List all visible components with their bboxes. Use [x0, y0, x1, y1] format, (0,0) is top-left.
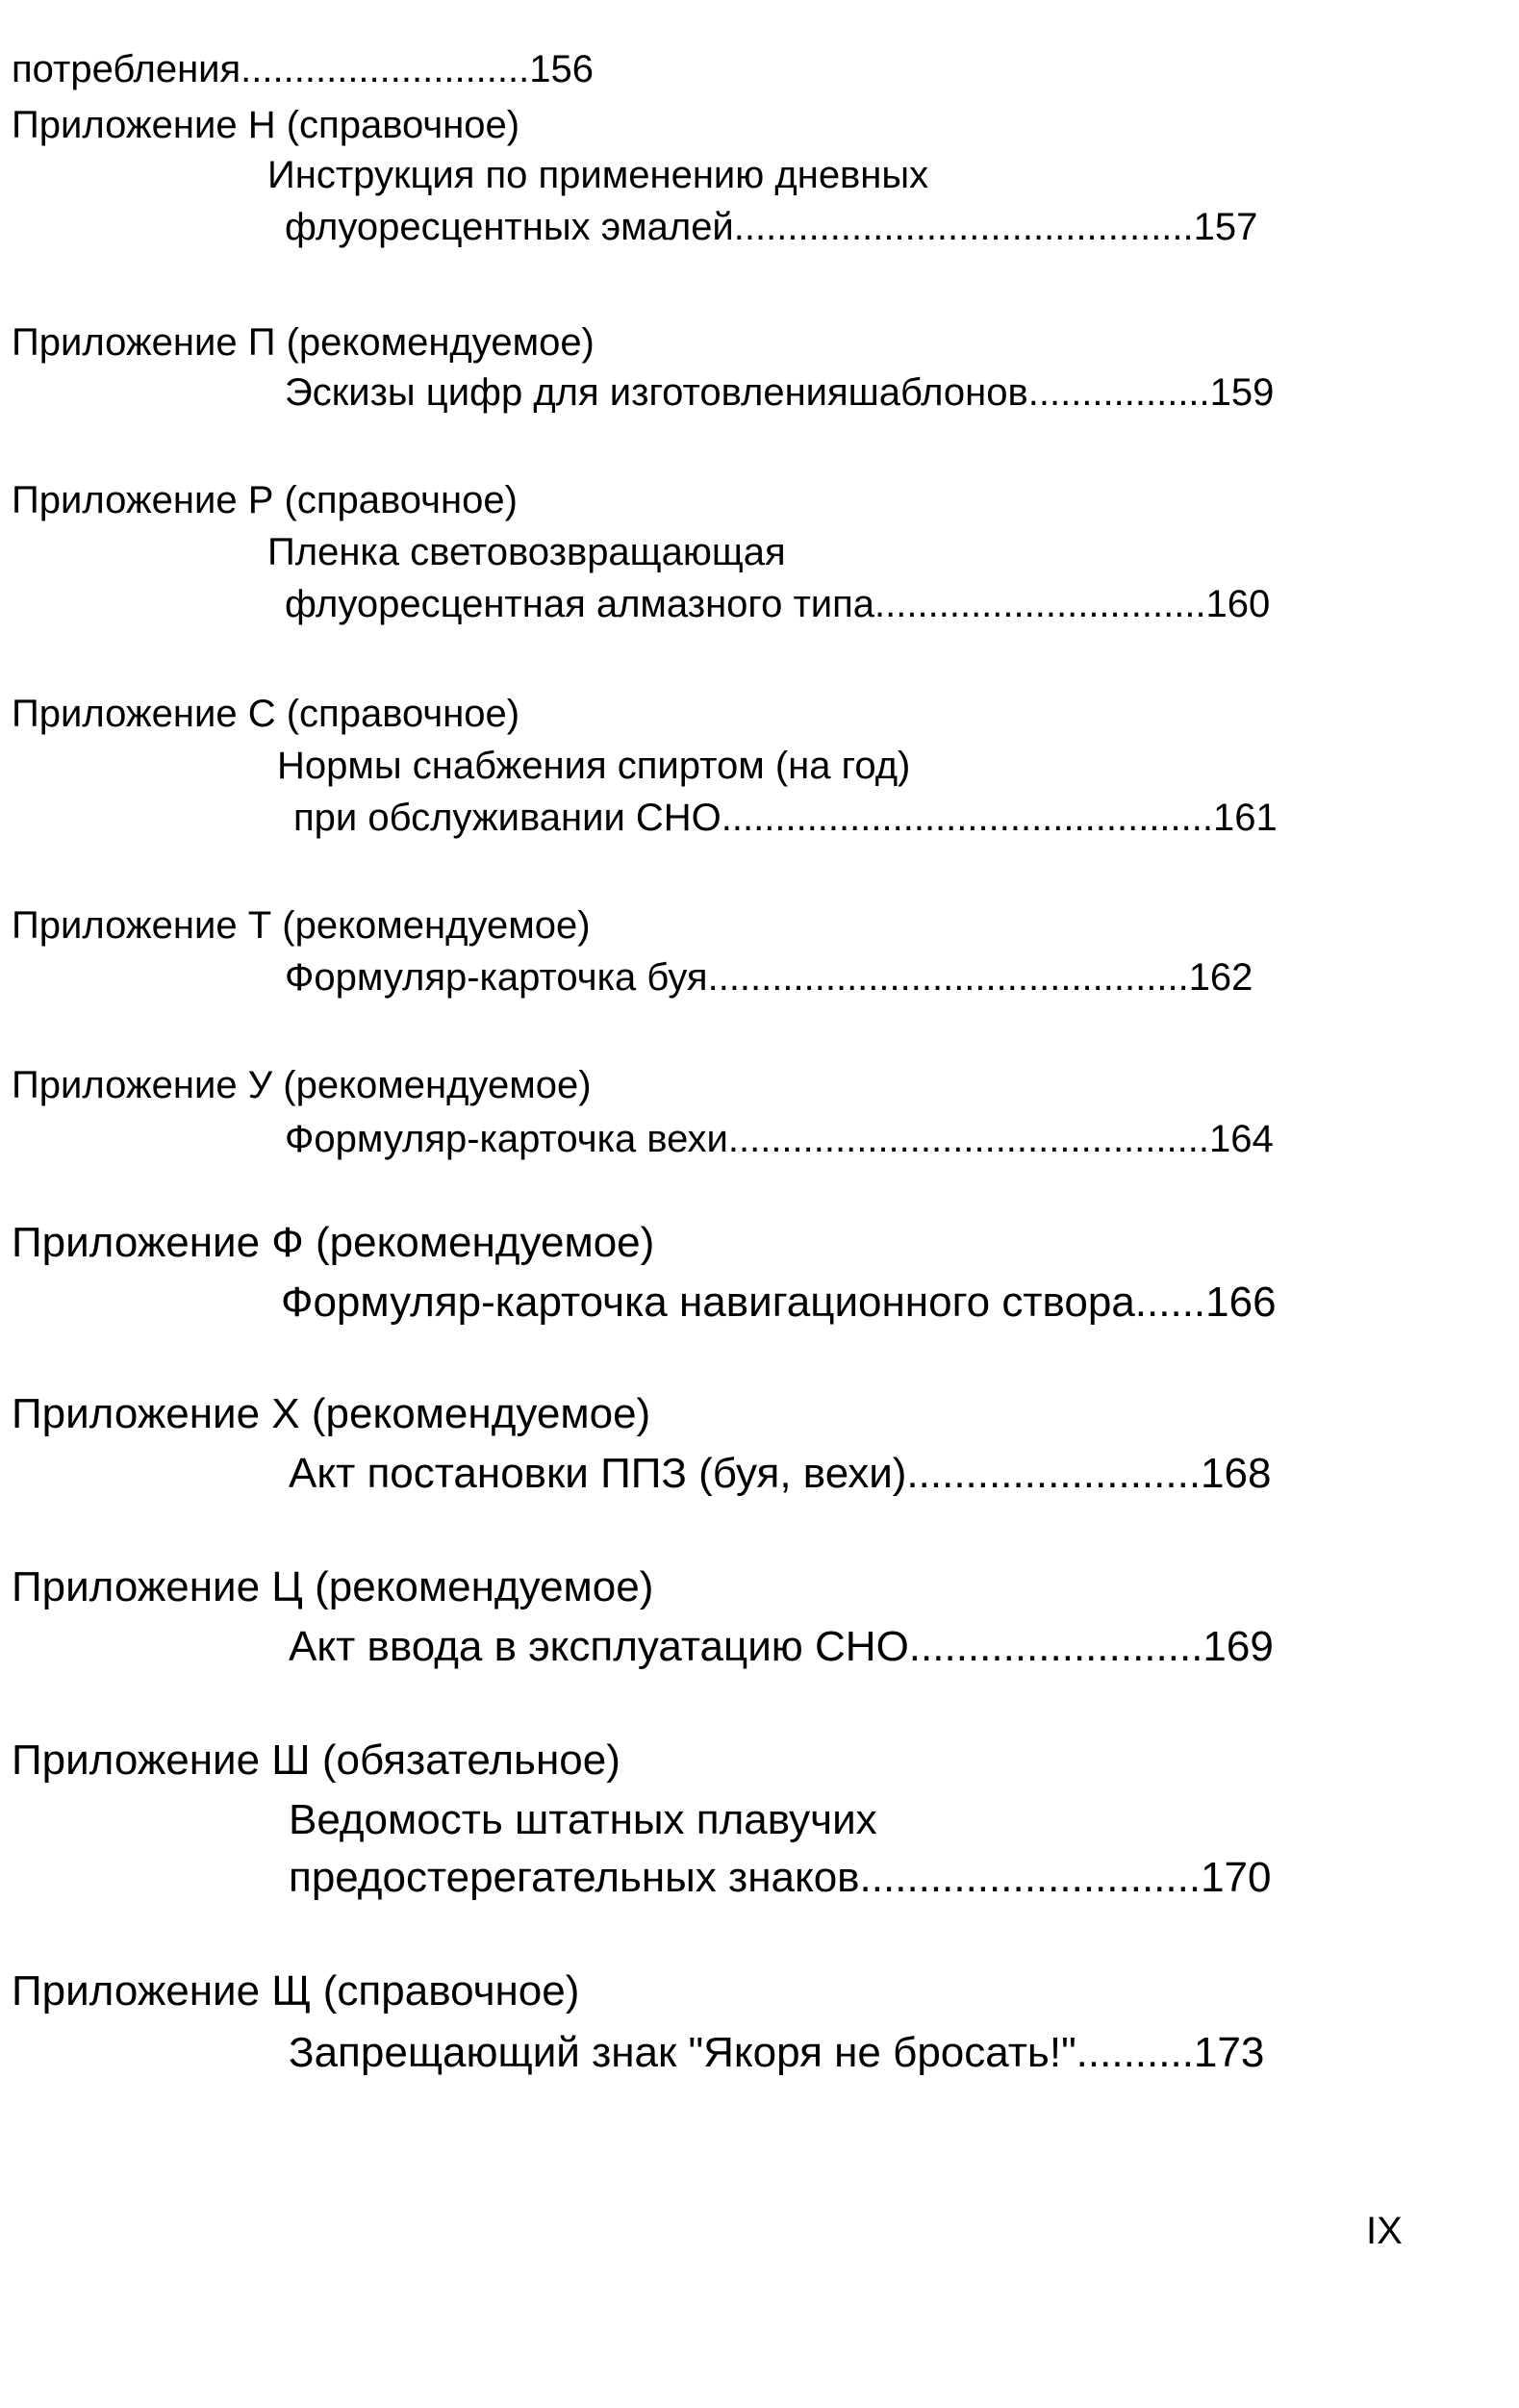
toc-entry-title-line: Формуляр-карточка навигационного створа......166 [281, 1279, 1277, 1326]
toc-appendix-heading-s: Приложение С (справочное) [12, 693, 520, 735]
toc-entry-title-line: Формуляр-карточка буя.............................................162 [285, 956, 1253, 999]
toc-appendix-heading-u: Приложение У (рекомендуемое) [12, 1064, 592, 1106]
toc-appendix-heading-shch: Приложение Щ (справочное) [12, 1967, 580, 2015]
toc-appendix-heading-f: Приложение Ф (рекомендуемое) [12, 1219, 655, 1266]
toc-appendix-heading-p: Приложение П (рекомендуемое) [12, 321, 595, 364]
toc-appendix-heading-r: Приложение Р (справочное) [12, 479, 518, 521]
toc-entry-title-line: Акт постановки ППЗ (буя, вехи).........................168 [289, 1450, 1272, 1497]
toc-appendix-heading-t: Приложение Т (рекомендуемое) [12, 904, 591, 947]
toc-entry-title-line: Инструкция по применению дневных [267, 154, 929, 196]
toc-appendix-heading-sh: Приложение Ш (обязательное) [12, 1736, 620, 1784]
page-number: IX [1366, 2210, 1403, 2252]
toc-appendix-heading-ts: Приложение Ц (рекомендуемое) [12, 1563, 654, 1610]
toc-entry-title-line: Нормы снабжения спиртом (на год) [277, 745, 911, 787]
toc-entry-title-line: Пленка световозвращающая [267, 531, 786, 573]
toc-entry-title-line: Эскизы цифр для изготовленияшаблонов.................159 [285, 371, 1275, 414]
toc-entry-title-line: предостерегательных знаков.............................170 [289, 1854, 1272, 1901]
toc-entry-title-line: флуоресцентных эмалей...........................................157 [285, 206, 1258, 248]
toc-entry-title-line: при обслуживании СНО..............................................161 [293, 797, 1278, 839]
toc-continuation-line: потребления...........................156 [12, 48, 594, 90]
toc-entry-title-line: флуоресцентная алмазного типа...............................160 [285, 583, 1271, 625]
toc-appendix-heading-n: Приложение Н (справочное) [12, 104, 520, 146]
toc-entry-title-line: Акт ввода в эксплуатацию СНО.........................169 [289, 1623, 1274, 1670]
toc-appendix-heading-kh: Приложение Х (рекомендуемое) [12, 1390, 651, 1437]
toc-entry-title-line: Формуляр-карточка вехи.............................................164 [285, 1118, 1274, 1160]
toc-entry-title-line: Ведомость штатных плавучих [289, 1796, 877, 1843]
toc-entry-title-line: Запрещающий знак "Якоря не бросать!"..........173 [289, 2029, 1265, 2076]
